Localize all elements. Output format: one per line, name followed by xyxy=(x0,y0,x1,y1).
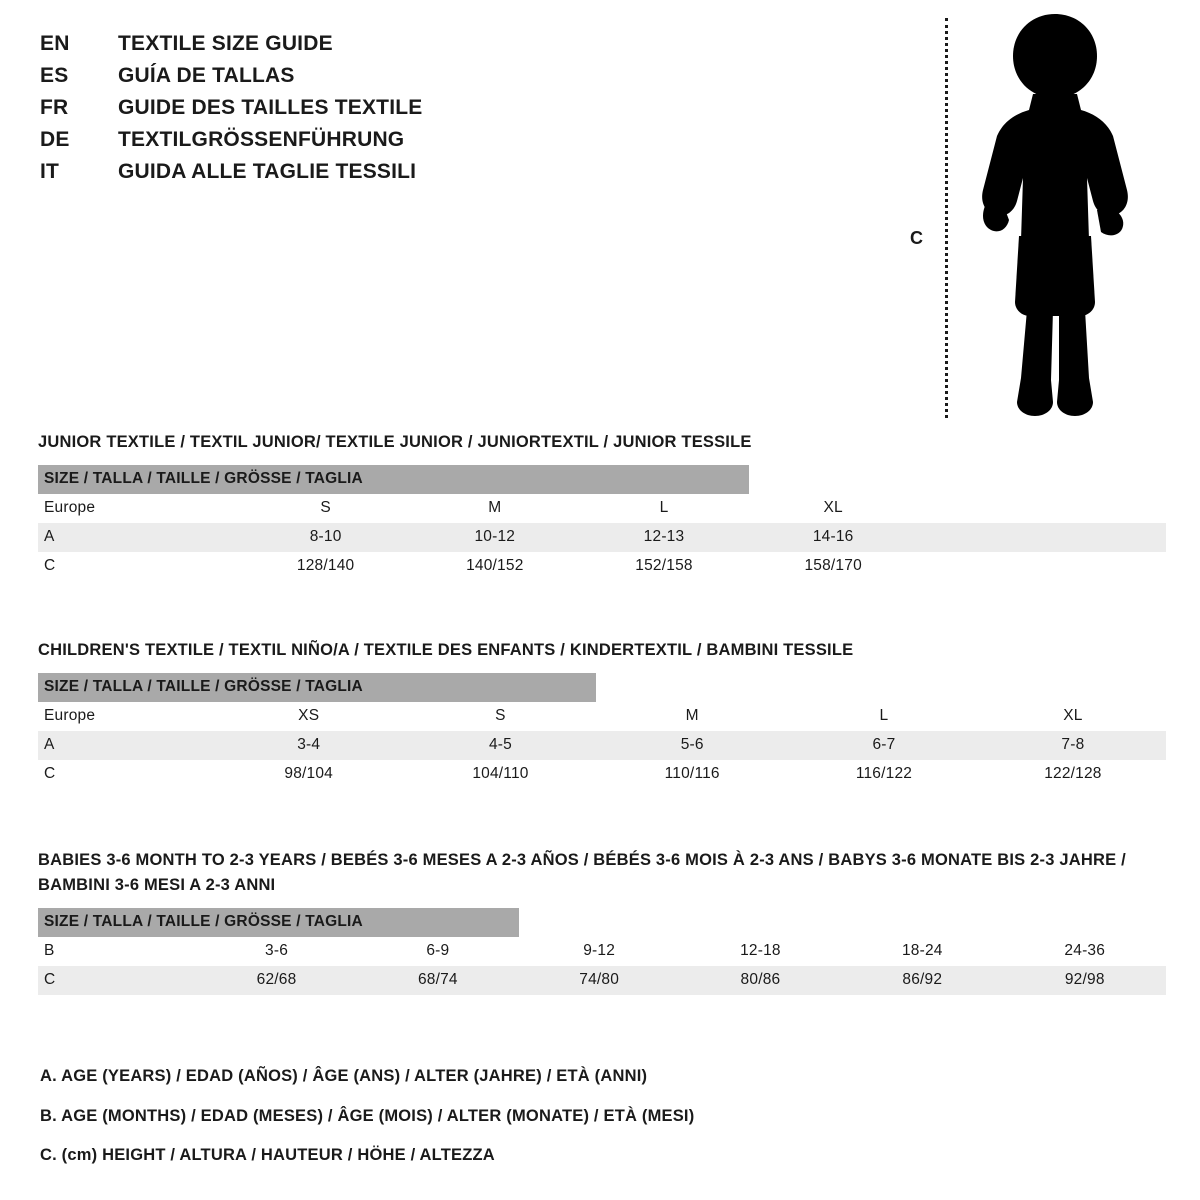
table-cell: 7-8 xyxy=(980,731,1166,760)
table-cell: 24-36 xyxy=(1004,937,1166,966)
table-row xyxy=(38,760,1166,789)
table-cell: 80/86 xyxy=(680,966,841,995)
table-cell-empty xyxy=(918,552,1166,581)
table-cell: 9-12 xyxy=(519,937,680,966)
table-cell: 10-12 xyxy=(410,523,579,552)
table-cell: 8-10 xyxy=(241,523,410,552)
table-cell: L xyxy=(788,702,980,731)
size-band-label: SIZE / TALLA / TAILLE / GRÖSSE / TAGLIA xyxy=(38,908,519,937)
row-label: A xyxy=(38,523,241,552)
table-cell: L xyxy=(579,494,748,523)
section-childrens-textile xyxy=(38,638,1166,789)
table-cell: 158/170 xyxy=(749,552,918,581)
table-cell: 12-18 xyxy=(680,937,841,966)
height-measure-line xyxy=(945,18,948,418)
table-cell: 116/122 xyxy=(788,760,980,789)
table-cell: 6-9 xyxy=(357,937,518,966)
table-header-band xyxy=(38,465,1166,494)
table-cell: XL xyxy=(749,494,918,523)
language-title: GUIDA ALLE TAGLIE TESSILI xyxy=(118,160,417,183)
table-header-band xyxy=(38,673,1166,702)
table-header-band xyxy=(38,908,1166,937)
table-row xyxy=(38,552,1166,581)
table-cell: 3-6 xyxy=(196,937,357,966)
table-cell: 3-4 xyxy=(213,731,405,760)
language-code: DE xyxy=(40,128,70,151)
language-row xyxy=(40,96,660,128)
language-header xyxy=(40,32,660,192)
table-cell-empty xyxy=(918,494,1166,523)
language-row xyxy=(40,160,660,192)
table-cell: XS xyxy=(213,702,405,731)
section-title: JUNIOR TEXTILE / TEXTIL JUNIOR/ TEXTILE JUNIOR / JUNIORTEXTIL / JUNIOR TESSILE xyxy=(38,433,752,451)
language-title: GUIDE DES TAILLES TEXTILE xyxy=(118,96,423,119)
section-babies-textile xyxy=(38,848,1166,995)
language-row xyxy=(40,128,660,160)
table-cell: 140/152 xyxy=(410,552,579,581)
band-filler xyxy=(596,673,1166,702)
section-title: CHILDREN'S TEXTILE / TEXTIL NIÑO/A / TEXTILE DES ENFANTS / KINDERTEXTIL / BAMBINI TESSILE xyxy=(38,641,854,659)
height-measure-label: C xyxy=(910,228,923,248)
table-row xyxy=(38,966,1166,995)
row-label: Europe xyxy=(38,702,213,731)
size-band-label: SIZE / TALLA / TAILLE / GRÖSSE / TAGLIA xyxy=(38,673,596,702)
table-row xyxy=(38,937,1166,966)
table-cell: 68/74 xyxy=(357,966,518,995)
table-row xyxy=(38,494,1166,523)
table-cell: 92/98 xyxy=(1004,966,1166,995)
language-code: IT xyxy=(40,160,60,183)
junior-size-table xyxy=(38,465,1166,581)
table-cell: M xyxy=(596,702,788,731)
children-size-table xyxy=(38,673,1166,789)
babies-size-table xyxy=(38,908,1166,995)
table-cell: 18-24 xyxy=(841,937,1003,966)
language-title: GUÍA DE TALLAS xyxy=(118,64,295,87)
row-label: C xyxy=(38,966,196,995)
table-row xyxy=(38,523,1166,552)
row-label: C xyxy=(38,552,241,581)
language-code: EN xyxy=(40,32,70,55)
legend xyxy=(40,1068,1140,1187)
height-figure xyxy=(900,10,1160,420)
table-cell: 74/80 xyxy=(519,966,680,995)
table-cell: 6-7 xyxy=(788,731,980,760)
table-cell: 12-13 xyxy=(579,523,748,552)
table-cell: 152/158 xyxy=(579,552,748,581)
table-cell: XL xyxy=(980,702,1166,731)
table-cell: 5-6 xyxy=(596,731,788,760)
child-silhouette-icon xyxy=(955,10,1155,420)
row-label: A xyxy=(38,731,213,760)
table-cell: 128/140 xyxy=(241,552,410,581)
table-cell: 86/92 xyxy=(841,966,1003,995)
language-code: ES xyxy=(40,64,69,87)
legend-line-c: C. (cm) HEIGHT / ALTURA / HAUTEUR / HÖHE / ALTEZZA xyxy=(40,1146,495,1164)
legend-line-a: A. AGE (YEARS) / EDAD (AÑOS) / ÂGE (ANS) / ALTER (JAHRE) / ETÀ (ANNI) xyxy=(40,1067,648,1085)
language-row xyxy=(40,64,660,96)
language-title: TEXTILGRÖSSENFÜHRUNG xyxy=(118,128,405,151)
table-cell: 98/104 xyxy=(213,760,405,789)
band-filler xyxy=(749,465,1166,494)
table-cell: 62/68 xyxy=(196,966,357,995)
table-cell: 104/110 xyxy=(405,760,597,789)
row-label: C xyxy=(38,760,213,789)
band-filler xyxy=(519,908,1167,937)
row-label: Europe xyxy=(38,494,241,523)
table-cell: 122/128 xyxy=(980,760,1166,789)
table-cell: 110/116 xyxy=(596,760,788,789)
language-row xyxy=(40,32,660,64)
table-row xyxy=(38,731,1166,760)
section-junior-textile xyxy=(38,430,1166,581)
row-label: B xyxy=(38,937,196,966)
language-title: TEXTILE SIZE GUIDE xyxy=(118,32,333,55)
section-title: BABIES 3-6 MONTH TO 2-3 YEARS / BEBÉS 3-6 MESES A 2-3 AÑOS / BÉBÉS 3-6 MOIS À 2-3 ANS / BABYS 3-6 MONATE BIS 2-3 JAHRE / BAMBINI 3-6 MESI A 2-3 ANNI xyxy=(38,851,1126,894)
size-band-label: SIZE / TALLA / TAILLE / GRÖSSE / TAGLIA xyxy=(38,465,749,494)
language-code: FR xyxy=(40,96,69,119)
table-cell: 14-16 xyxy=(749,523,918,552)
table-cell-empty xyxy=(918,523,1166,552)
table-cell: S xyxy=(241,494,410,523)
legend-line-b: B. AGE (MONTHS) / EDAD (MESES) / ÂGE (MOIS) / ALTER (MONATE) / ETÀ (MESI) xyxy=(40,1106,695,1125)
table-cell: 4-5 xyxy=(405,731,597,760)
table-cell: S xyxy=(405,702,597,731)
table-row xyxy=(38,702,1166,731)
table-cell: M xyxy=(410,494,579,523)
